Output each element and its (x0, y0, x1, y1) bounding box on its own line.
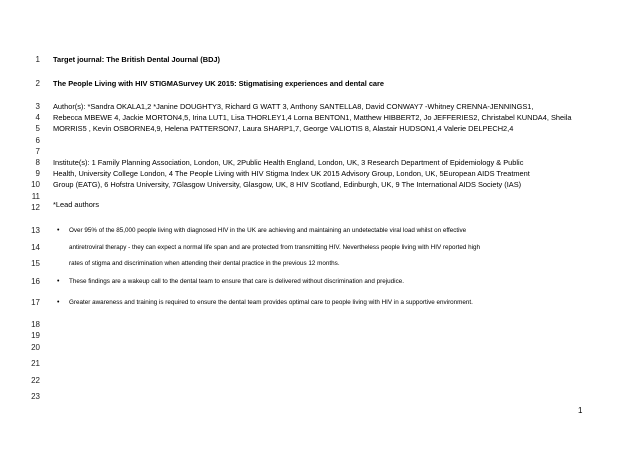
line-number: 18 (31, 320, 40, 329)
line-number: 10 (31, 180, 40, 189)
bullet-marker: • (57, 227, 60, 234)
line-number: 13 (31, 226, 40, 235)
authors-line: Author(s): *Sandra OKALA1,2 *Janine DOUGHTY3, Richard G WATT 3, Anthony SANTELLA8, David CONWAY7 -Whitney CRENNA-JENNINGS1, (53, 102, 534, 111)
line-number: 21 (31, 359, 40, 368)
target-journal: Target journal: The British Dental Journal (BDJ) (53, 55, 220, 64)
line-number: 20 (31, 343, 40, 352)
line-number: 1 (35, 55, 40, 64)
bullet-text: Over 95% of the 85,000 people living with diagnosed HIV in the UK are achieving and maintaining an undetectable viral load whilst on effective (69, 227, 467, 234)
authors-line: Rebecca MBEWE 4, Jackie MORTON4,5, Irina LUT1, Lisa THORLEY1,4 Lorna BENTON1, Matthew HIBBERT2, Jo JEFFERIES2, Christabel KUNDA4, Sheila (53, 113, 572, 122)
bullet-marker: • (57, 299, 60, 306)
bullet-marker: • (57, 278, 60, 285)
line-number: 15 (31, 259, 40, 268)
institutes-line: Institute(s): 1 Family Planning Association, London, UK, 2Public Health England, London, UK, 3 Research Department of Epidemiology & Public (53, 158, 524, 167)
line-number: 7 (35, 147, 40, 156)
bullet-text: rates of stigma and discrimination when attending their dental practice in the previous 12 months. (69, 260, 340, 267)
paper-title: The People Living with HIV STIGMASurvey UK 2015: Stigmatising experiences and dental care (53, 79, 385, 88)
line-number: 5 (35, 124, 40, 133)
line-number: 8 (35, 158, 40, 167)
line-number: 3 (35, 102, 40, 111)
institutes-line: Health, University College London, 4 The People Living with HIV Stigma Index UK 2015 Advisory Group, London, UK, 5European AIDS Treatment (53, 169, 530, 178)
bullet-text: Greater awareness and training is required to ensure the dental team provides optimal care to people living with HIV in a supportive environment. (69, 299, 473, 306)
line-number: 4 (35, 113, 40, 122)
line-number: 9 (35, 169, 40, 178)
page-number: 1 (578, 406, 583, 415)
institutes-line: Group (EATG), 6 Hofstra University, 7Glasgow University, Glasgow, UK, 8 HIV Scotland, Edinburgh, UK, 9 The International AIDS Society (IAS) (53, 180, 522, 189)
line-number: 22 (31, 376, 40, 385)
line-number: 19 (31, 331, 40, 340)
line-number: 2 (35, 79, 40, 88)
bullet-text: These findings are a wakeup call to the dental team to ensure that care is delivered without discrimination and prejudice. (69, 278, 404, 285)
line-number: 17 (31, 298, 40, 307)
line-number: 23 (31, 392, 40, 401)
line-number: 12 (31, 203, 40, 212)
line-number: 16 (31, 277, 40, 286)
line-number: 6 (35, 136, 40, 145)
line-number: 11 (31, 192, 40, 201)
bullet-text: antiretroviral therapy - they can expect a normal life span and are protected from transmitting HIV. Nevertheless people living with HIV reported high (69, 244, 481, 251)
lead-authors-note: *Lead authors (53, 200, 100, 209)
line-number: 14 (31, 243, 40, 252)
authors-line: MORRIS5 , Kevin OSBORNE4,9, Helena PATTERSON7, Laura SHARP1,7, George VALIOTIS 8, Alastair HUDSON1,4 Valerie DELPECH2,4 (53, 124, 514, 133)
